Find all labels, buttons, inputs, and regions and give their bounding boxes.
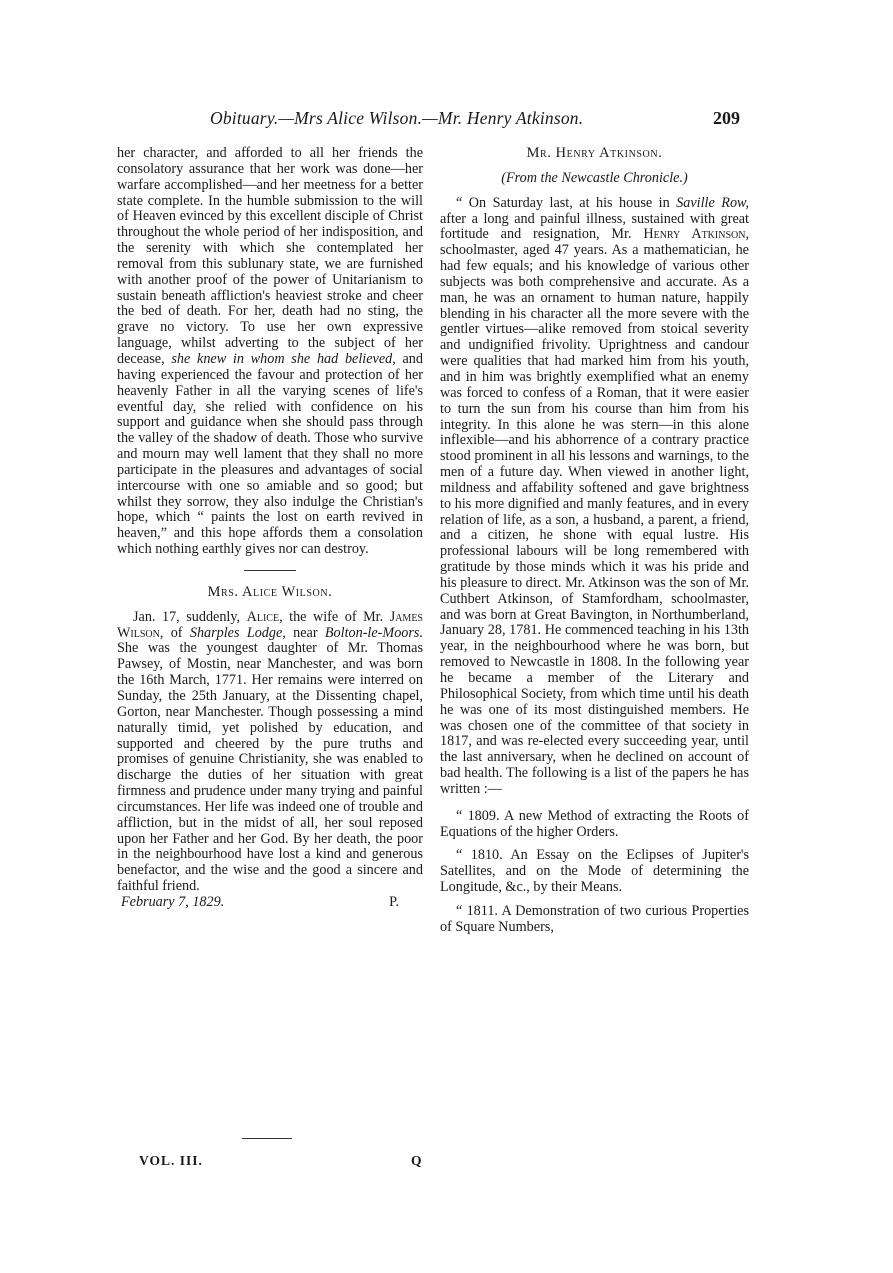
husband-name: James Wilson [117, 608, 423, 641]
wilson-obituary-paragraph: Jan. 17, suddenly, Alice, the wife of Mr. James Wilson, of Sharples Lodge, near Bolton-le-Moors. She was the youngest daughter of Mr. Thomas Pawsey, of Mostin, near Manchester, and was born the 16th March, 1771. Her remains were interred on Sunday, the 25th January, at the Dissenting chapel, Gorton, near Manchester. Though possessing a mind naturally timid, yet polished by education, and supported and cheered by the pure truths and promises of genuine Christianity, she was enabled to discharge the duties of her situation with great firmness and prudence under many trying and painful circumstances. Her life was indeed one of trouble and affliction, but in the midst of all, her soul reposed upon her Father and her God. By her death, the poor in the neighbourhood have lost a kind and generous benefactor, and the wise and the good a sincere and faithful friend. [117, 608, 423, 895]
atkinson-name: Henry Atkinson [643, 226, 746, 243]
left-column [117, 146, 423, 911]
running-title: Obituary.—Mrs Alice Wilson.—Mr. Henry Atkinson. [210, 108, 584, 128]
volume-label: VOL. III. [139, 1153, 203, 1168]
atkinson-heading: Mr. Henry Atkinson. [526, 145, 663, 161]
list-item: “ 1809. A new Method of extracting the Roots of Equations of the higher Orders. [440, 807, 749, 840]
list-item: “ 1810. An Essay on the Eclipses of Jupiter's Satellites, and on the Mode of determining the Longitude, &c., by their Means. [440, 847, 749, 896]
atkinson-source: (From the Newcastle Chronicle.) [501, 169, 688, 186]
footer-divider [242, 1138, 292, 1139]
place-name: Sharples Lodge, [189, 624, 286, 641]
right-column [440, 146, 749, 936]
running-header [0, 108, 893, 132]
signature-mark: Q [411, 1153, 422, 1168]
street-name: Saville Row, [676, 194, 750, 211]
wilson-name: Alice [246, 608, 280, 625]
wilson-signature: P. [389, 893, 399, 910]
list-item: “ 1811. A Demonstration of two curious Properties of Square Numbers, [440, 902, 749, 935]
wilson-continuation-paragraph: her character, and afforded to all her friends the consolatory assurance that her work was done—her warfare accomplished—and her meetness for a better state complete. In the humble submission to the will of Heaven evinced by this excellent disciple of Christ throughout the whole period of her indisposition, and the serenity with which she contemplated her removal from this sublunary state, we are furnished with another proof of the power of Unitarianism to sustain beneath affliction's heaviest stroke and cheer the bed of death. For her, death had no sting, the grave no victory. To use her own expressive language, whilst adverting to the subject of her decease, she knew in whom she had believed, and having experienced the favour and protection of her heavenly Father in all the varying scenes of life's eventful day, she relied with confidence on his support and guidance when she should pass through the valley of the shadow of death. Those who survive and mourn may well lament that they shall no more participate in the pleasures and advantages of social intercourse with one so amiable and so good; but whilst they sorrow, they also indulge the Christian's hope, which “ paints the lost on earth revived in heaven,” and this hope affords them a consolation which nothing earthly gives nor can destroy. [117, 145, 423, 558]
wilson-date: February 7, 1829. [121, 893, 225, 910]
wilson-heading: Mrs. Alice Wilson. [207, 583, 333, 600]
section-divider [244, 570, 296, 571]
papers-list [440, 809, 749, 936]
wilson-signature-line [117, 895, 423, 911]
page-number: 209 [713, 108, 740, 128]
place-name: Bolton-le-Moors. [324, 624, 423, 641]
atkinson-obituary-paragraph: “ On Saturday last, at his house in Saville Row, after a long and painful illness, sustained with great fortitude and resignation, Mr. Henry Atkinson, schoolmaster, aged 47 years. As a mathematician, he had few equals; and his knowledge of various other subjects was both comprehensive and accurate. As a man, he was an ornament to human nature, happily blending in his character all the more severe with the gentler virtues—alike removed from stoical severity and undignified frivolity. Uprightness and candour were qualities that had marked him from his youth, and in him was brightly exemplified what an enemy was forced to confess of a Roman, that it were easier to turn the sun from his course than him from his integrity. In this alone he was stern—in this alone inflexible—and his abhorrence of a contrary practice stood prominent in all his lessons and warnings, to the men of a future day. When viewed in another light, mildness and affability softened and gave brightness to his more dignified and manly features, and in every relation of life, as a son, a husband, a parent, a friend, and a citizen, he shone with equal lustre. His professional labours will be long remembered with gratitude by those minds which it was his pride and his pleasure to direct. Mr. Atkinson was the son of Mr. Cuthbert Atkinson, of Stamfordham, schoolmaster, and was born at Great Bavington, in Northumberland, January 28, 1781. He commenced teaching in his 13th year, in the neighbourhood where he was born, but removed to Newcastle in 1808. In the following year he became a member of the Literary and Philosophical Society, from which time until his death he was one of its most distinguished members. He was chosen one of the committee of that society in 1817, and was re-elected every succeeding year, until the last anniversary, when he declined on account of bad health. The following is a list of the papers he has written :— [440, 194, 750, 797]
emphasis-quote: she knew in whom she had believed, [171, 350, 396, 367]
